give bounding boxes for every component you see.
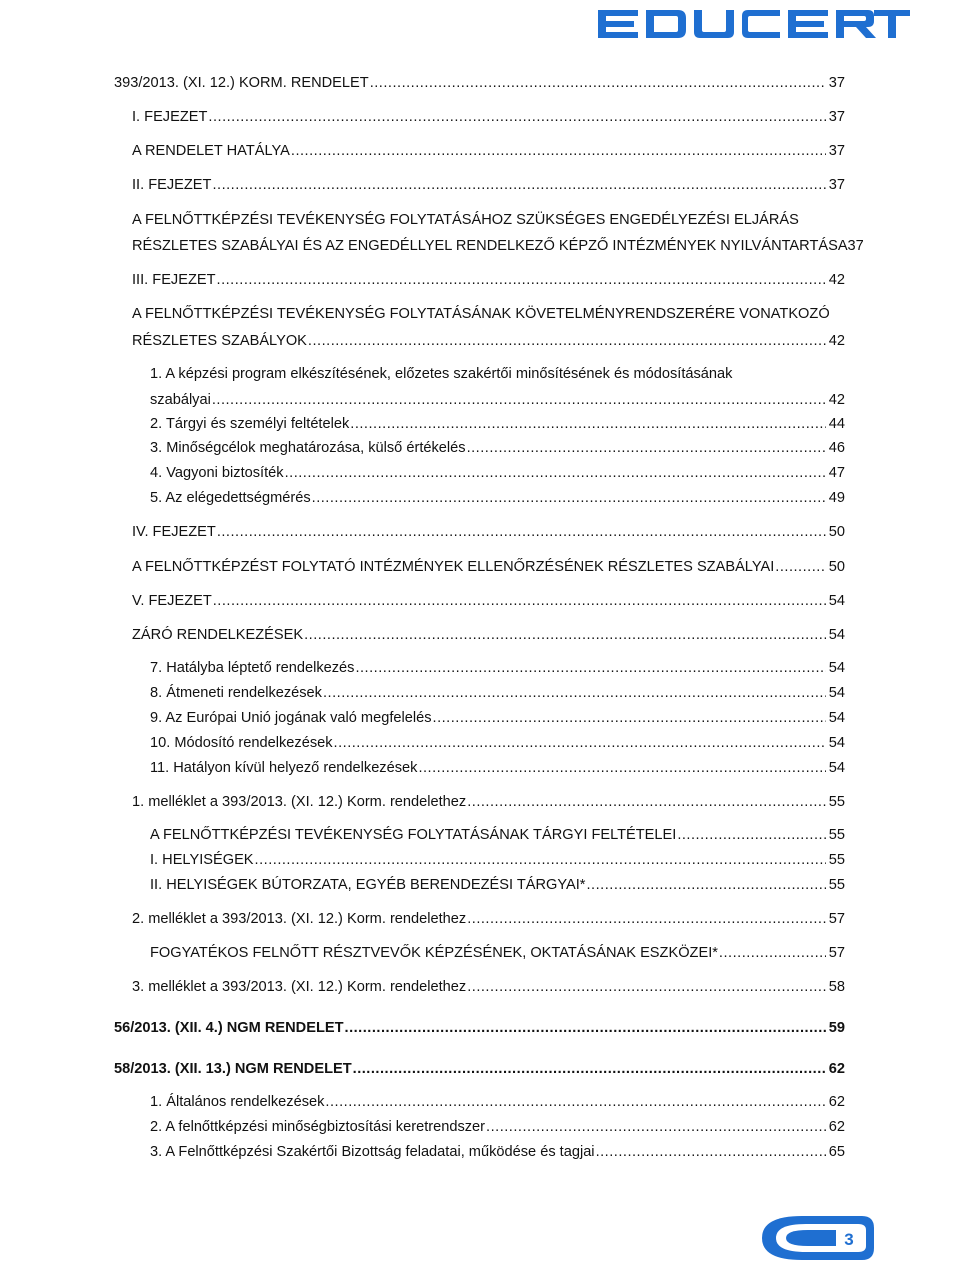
toc-dot-leader: [370, 74, 826, 92]
toc-dot-leader: [486, 1118, 826, 1136]
toc-page-number: 55: [828, 827, 845, 843]
toc-entry-title: 3. melléklet a 393/2013. (XI. 12.) Korm. rendelethez: [132, 979, 467, 995]
toc-dot-leader: [467, 910, 826, 928]
toc-entry[interactable]: [132, 305, 845, 323]
toc-entry[interactable]: [132, 793, 845, 811]
toc-entry[interactable]: [132, 142, 845, 160]
toc-entry[interactable]: [150, 1118, 845, 1136]
toc-page-number: 55: [828, 794, 845, 810]
toc-entry[interactable]: [150, 415, 845, 433]
toc-entry-title: 7. Hatályba léptető rendelkezés: [150, 660, 355, 676]
toc-dot-leader: [308, 332, 826, 350]
toc-dot-leader: [291, 142, 826, 160]
toc-entry-title: 1. melléklet a 393/2013. (XI. 12.) Korm. rendelethez: [132, 794, 467, 810]
toc-entry-title: IV. FEJEZET: [132, 524, 216, 540]
toc-page-number: 50: [828, 524, 845, 540]
toc-entry-title: 4. Vagyoni biztosíték: [150, 465, 284, 481]
toc-entry[interactable]: [132, 910, 845, 928]
toc-entry-title: 56/2013. (XII. 4.) NGM RENDELET: [114, 1020, 344, 1036]
toc-dot-leader: [325, 1093, 825, 1111]
toc-dot-leader: [355, 659, 825, 677]
toc-entry-title: 10. Módosító rendelkezések: [150, 735, 333, 751]
toc-page-number: 46: [828, 440, 845, 456]
toc-entry-title: 3. A Felnőttképzési Szakértői Bizottság feladatai, működése és tagjai: [150, 1144, 595, 1160]
toc-page-number: 59: [828, 1020, 845, 1036]
toc-entry-title: 2. Tárgyi és személyi feltételek: [150, 416, 350, 432]
toc-page-number: 50: [828, 559, 845, 575]
toc-entry-title: II. HELYISÉGEK BÚTORZATA, EGYÉB BERENDEZÉSI TÁRGYAI*: [150, 877, 586, 893]
toc-entry-title: A FELNŐTTKÉPZÉSI TEVÉKENYSÉG FOLYTATÁSÁHOZ SZÜKSÉGES ENGEDÉLYEZÉSI ELJÁRÁS: [132, 212, 799, 228]
toc-dot-leader: [467, 793, 826, 811]
toc-entry-title: A FELNŐTTKÉPZÉSI TEVÉKENYSÉG FOLYTATÁSÁNAK KÖVETELMÉNYRENDSZERÉRE VONATKOZÓ: [132, 306, 830, 322]
toc-entry-title: RÉSZLETES SZABÁLYAI ÉS AZ ENGEDÉLLYEL RENDELKEZŐ KÉPZŐ INTÉZMÉNYEK NYILVÁNTARTÁSA37: [132, 238, 864, 254]
toc-entry-title: 2. melléklet a 393/2013. (XI. 12.) Korm. rendelethez: [132, 911, 467, 927]
toc-entry[interactable]: [150, 1143, 845, 1161]
toc-entry-title: 11. Hatályon kívül helyező rendelkezések: [150, 760, 418, 776]
toc-page-number: 47: [828, 465, 845, 481]
toc-page-number: 54: [828, 760, 845, 776]
toc-page-number: 54: [828, 685, 845, 701]
toc-entry[interactable]: [150, 365, 845, 383]
toc-entry-title: V. FEJEZET: [132, 593, 212, 609]
toc-entry[interactable]: [150, 684, 845, 702]
toc-page-number: 42: [828, 333, 845, 349]
toc-entry[interactable]: [132, 211, 845, 229]
toc-entry-title: 8. Átmeneti rendelkezések: [150, 685, 322, 701]
toc-dot-leader: [467, 978, 826, 996]
toc-dot-leader: [217, 523, 826, 541]
toc-page-number: 54: [828, 735, 845, 751]
toc-entry-title: 58/2013. (XII. 13.) NGM RENDELET: [114, 1061, 352, 1077]
toc-entry[interactable]: [132, 592, 845, 610]
toc-page-number: 54: [828, 593, 845, 609]
toc-dot-leader: [212, 176, 825, 194]
toc-dot-leader: [719, 944, 826, 962]
toc-page-number: 57: [828, 945, 845, 961]
toc-entry[interactable]: [150, 826, 845, 844]
toc-entry[interactable]: [150, 1093, 845, 1111]
toc-page-number: 54: [828, 660, 845, 676]
toc-page-number: 62: [828, 1094, 845, 1110]
toc-entry-title: A FELNŐTTKÉPZÉST FOLYTATÓ INTÉZMÉNYEK ELLENŐRZÉSÉNEK RÉSZLETES SZABÁLYAI: [132, 559, 775, 575]
toc-entry-title: 5. Az elégedettségmérés: [150, 490, 311, 506]
toc-entry[interactable]: [132, 978, 845, 996]
toc-dot-leader: [212, 391, 826, 409]
toc-dot-leader: [213, 592, 826, 610]
toc-dot-leader: [217, 271, 826, 289]
toc-entry[interactable]: [150, 851, 845, 869]
toc-dot-leader: [677, 826, 825, 844]
toc-entry[interactable]: [132, 108, 845, 126]
toc-entry[interactable]: [150, 709, 845, 727]
toc-entry[interactable]: [150, 876, 845, 894]
toc-page-number: 37: [828, 177, 845, 193]
toc-entry-title: szabályai: [150, 392, 211, 408]
toc-entry-title: 1. Általános rendelkezések: [150, 1094, 325, 1110]
toc-page-number: 49: [828, 490, 845, 506]
toc-entry-title: 2. A felnőttképzési minőségbiztosítási keretrendszer: [150, 1119, 486, 1135]
toc-page-number: 37: [828, 143, 845, 159]
toc-entry[interactable]: [132, 176, 845, 194]
toc-entry[interactable]: [150, 391, 845, 409]
toc-entry[interactable]: [132, 271, 845, 289]
toc-entry-title: I. FEJEZET: [132, 109, 208, 125]
toc-entry[interactable]: [150, 944, 845, 962]
toc-entry-title: 9. Az Európai Unió jogának való megfelelés: [150, 710, 432, 726]
toc-entry[interactable]: [114, 1019, 845, 1037]
toc-page-number: 55: [828, 852, 845, 868]
toc-entry-title: RÉSZLETES SZABÁLYOK: [132, 333, 307, 349]
toc-entry-title: III. FEJEZET: [132, 272, 216, 288]
toc-entry[interactable]: [150, 464, 845, 482]
toc-dot-leader: [312, 489, 826, 507]
toc-entry[interactable]: [132, 523, 845, 541]
toc-entry[interactable]: [150, 659, 845, 677]
toc-dot-leader: [208, 108, 825, 126]
toc-page-number: 58: [828, 979, 845, 995]
toc-entry[interactable]: [132, 237, 864, 255]
toc-page-number: 55: [828, 877, 845, 893]
toc-entry[interactable]: [114, 74, 845, 92]
toc-dot-leader: [775, 558, 825, 576]
toc-dot-leader: [350, 415, 826, 433]
toc-entry[interactable]: [150, 439, 845, 457]
toc-page-number: 44: [828, 416, 845, 432]
toc-page-number: 42: [828, 392, 845, 408]
toc-entry[interactable]: [132, 626, 845, 644]
toc-entry-title: A RENDELET HATÁLYA: [132, 143, 290, 159]
toc-dot-leader: [334, 734, 826, 752]
toc-page-number: 37: [828, 75, 845, 91]
toc-dot-leader: [304, 626, 826, 644]
toc-entry-title: FOGYATÉKOS FELNŐTT RÉSZTVEVŐK KÉPZÉSÉNEK, OKTATÁSÁNAK ESZKÖZEI*: [150, 945, 718, 961]
toc-dot-leader: [596, 1143, 826, 1161]
toc-entry-title: I. HELYISÉGEK: [150, 852, 254, 868]
toc-page-number: 37: [828, 109, 845, 125]
page-number: 3: [844, 1230, 854, 1249]
toc-entry-title: A FELNŐTTKÉPZÉSI TEVÉKENYSÉG FOLYTATÁSÁNAK TÁRGYI FELTÉTELEI: [150, 827, 677, 843]
toc-page-number: 62: [828, 1061, 845, 1077]
toc-dot-leader: [345, 1019, 826, 1037]
toc-entry[interactable]: [132, 558, 845, 576]
toc-dot-leader: [418, 759, 825, 777]
toc-entry[interactable]: [150, 759, 845, 777]
toc-dot-leader: [467, 439, 826, 457]
toc-dot-leader: [255, 851, 826, 869]
toc-dot-leader: [587, 876, 826, 894]
toc-page-number: 54: [828, 627, 845, 643]
toc-entry-title: II. FEJEZET: [132, 177, 212, 193]
toc-entry[interactable]: [150, 734, 845, 752]
toc-dot-leader: [285, 464, 826, 482]
educert-logo: [596, 6, 912, 42]
toc-page-number: 65: [828, 1144, 845, 1160]
toc-page-number: 54: [828, 710, 845, 726]
toc-entry-title: 1. A képzési program elkészítésének, előzetes szakértői minősítésének és módosításának: [150, 366, 733, 382]
toc-dot-leader: [353, 1060, 826, 1078]
toc-page-number: 62: [828, 1119, 845, 1135]
toc-dot-leader: [323, 684, 826, 702]
toc-dot-leader: [433, 709, 826, 727]
footer-page-badge: [758, 1212, 878, 1264]
toc-entry[interactable]: [150, 489, 845, 507]
toc-page-number: 57: [828, 911, 845, 927]
toc-entry-title: 393/2013. (XI. 12.) KORM. RENDELET: [114, 75, 369, 91]
toc-page-number: 42: [828, 272, 845, 288]
toc-entry[interactable]: [132, 332, 845, 350]
toc-entry-title: 3. Minőségcélok meghatározása, külső értékelés: [150, 440, 466, 456]
toc-entry-title: ZÁRÓ RENDELKEZÉSEK: [132, 627, 304, 643]
toc-entry[interactable]: [114, 1060, 845, 1078]
